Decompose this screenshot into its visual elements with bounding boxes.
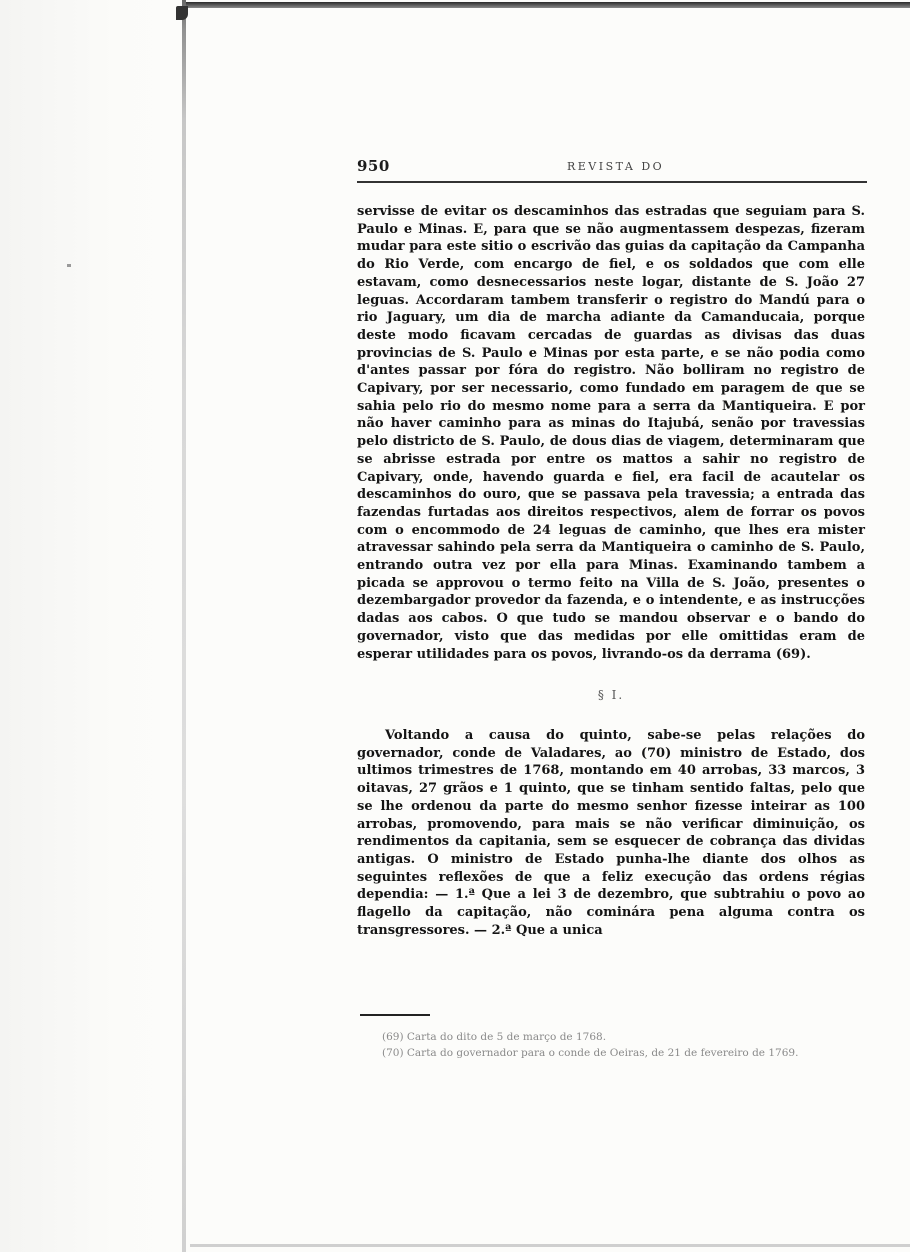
footnote-70: (70) Carta do governador para o conde de Oeiras, de 21 de fevereiro de 1769. bbox=[382, 1047, 799, 1059]
scan-bottom-edge bbox=[190, 1244, 910, 1247]
page-number: 950 bbox=[357, 157, 390, 175]
binding-margin bbox=[0, 0, 190, 1252]
binding-shadow bbox=[182, 0, 186, 1252]
footnote-rule bbox=[360, 1014, 430, 1016]
scan-top-edge bbox=[186, 2, 910, 8]
body-text bbox=[357, 203, 865, 939]
section-heading: § I. bbox=[597, 688, 625, 703]
footnotes bbox=[360, 1029, 868, 1061]
paragraph-continued: servisse de evitar os descaminhos das estradas que seguiam para S. Paulo e Minas. E, para que se não augmentassem despezas, fizeram mudar para este sitio o escrivão das guias da capitação da Campanha do Rio Verde, com encargo de fiel, e os soldados que com elle estavam, como desnecessarios neste logar, distante de S. João 27 leguas. Accordaram tambem transferir o registro do Mandú para o rio Jaguary, um dia de marcha adiante da Camanducaia, porque deste modo ficavam cercadas de guardas as divisas das duas provincias de S. Paulo e Minas por esta parte, e se não podia como d'antes passar por fóra do registro. Não bolliram no registro de Capivary, por ser necessario, como fundado em paragem de que se sahia pelo rio do mesmo nome para a serra da Mantiqueira. E por não haver caminho para as minas do Itajubá, senão por travessias pelo districto de S. Paulo, de dous dias de viagem, determinaram que se abrisse estrada por entre os mattos a sahir no registro de Capivary, onde, havendo guarda e fiel, era facil de acautelar os descaminhos do ouro, que se passava pela travessia; a entrada das fazendas furtadas aos direitos respectivos, alem de forrar os povos com o encommodo de 24 leguas de caminho, que lhes era mister atravessar sahindo pela serra da Mantiqueira o caminho de S. Paulo, entrando outra vez por ella para Minas. Examinando tambem a picada se approvou o termo feito na Villa de S. João, presentes o dezembargador provedor da fazenda, e o intendente, e as instrucções dadas aos cabos. O que tudo se mandou observar e o bando do governador, visto que das medidas por elle omittidas eram de esperar utilidades para os povos, livrando-os da derrama (69). bbox=[357, 204, 865, 662]
running-head: REVISTA DO bbox=[567, 160, 665, 173]
header-rule bbox=[357, 181, 867, 183]
footnote-69: (69) Carta do dito de 5 de março de 1768. bbox=[382, 1031, 607, 1043]
paragraph: Voltando a causa do quinto, sabe-se pelas relações do governador, conde de Valadares, ao (70) ministro de Estado, dos ultimos trimestres de 1768, montando em 40 arrobas, 33 marcos, 3 oitavas, 27 grãos e 1 quinto, que se tinham sentido faltas, pelo que se lhe ordenou da parte do mesmo senhor fizesse inteirar as 100 arrobas, promovendo, para mais se não verificar diminuição, os rendimentos da capitania, sem se esquecer de cobrança das dividas antigas. O ministro de Estado punha-lhe diante dos olhos as seguintes reflexões de que a feliz execução das ordens régias dependia: — 1.ª Que a lei 3 de dezembro, que subtrahiu o povo ao flagello da capitação, não cominára pena alguma contra os transgressores. — 2.ª Que a unica bbox=[357, 727, 865, 938]
page-header bbox=[357, 157, 867, 181]
scan-corner-mark bbox=[176, 6, 188, 20]
scan-speck bbox=[67, 264, 71, 267]
